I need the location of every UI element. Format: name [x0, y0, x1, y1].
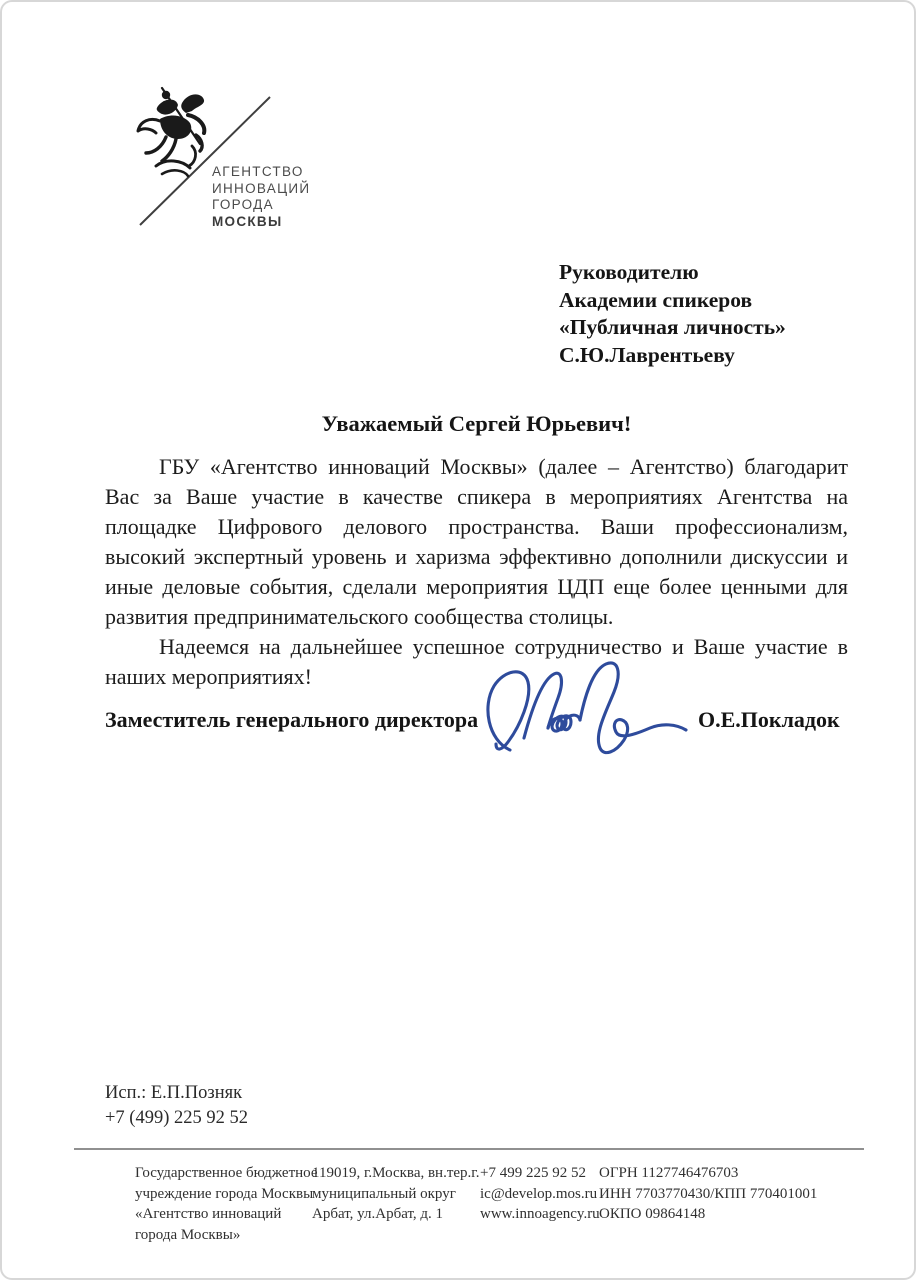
footer-org-line: учреждение города Москвы [135, 1185, 314, 1202]
signer-name: О.Е.Покладок [698, 707, 840, 732]
footer-contacts-column [480, 1163, 600, 1225]
footer-address-line: муниципальный округ [312, 1185, 456, 1202]
footer-org-column [135, 1163, 318, 1245]
letterhead-logo [118, 80, 332, 242]
footer-address-line: 119019, г.Москва, вн.тер.г. [312, 1165, 480, 1181]
logo-line-1: АГЕНТСТВО [212, 164, 304, 179]
recipient-line-org2: «Публичная личность» [559, 315, 786, 339]
footer-okpo: ОКПО 09864148 [599, 1206, 706, 1222]
footer-address-line: Арбат, ул.Арбат, д. 1 [312, 1206, 444, 1222]
executor-phone: +7 (499) 225 92 52 [105, 1108, 249, 1128]
footer-org-line: «Агентство инноваций [135, 1206, 282, 1222]
body-paragraph-2: Надеемся на дальнейшее успешное сотрудничество и Ваше участие в наших мероприятиях! [105, 634, 848, 689]
recipient-block [559, 259, 786, 369]
logo-line-2: ИННОВАЦИЙ [212, 180, 311, 196]
footer-registry-column [599, 1163, 817, 1225]
footer-inn-kpp: ИНН 7703770430/КПП 770401001 [599, 1185, 818, 1202]
footer-address-column [312, 1163, 480, 1225]
logo-org-name [212, 164, 310, 230]
recipient-line-org: Академии спикеров [559, 287, 753, 312]
footer-org-line: Государственное бюджетное [135, 1165, 318, 1181]
logo-line-3: ГОРОДА [212, 197, 274, 212]
signer-title: Заместитель генерального директора [105, 707, 479, 732]
recipient-line-name: С.Ю.Лаврентьеву [559, 342, 735, 367]
footer-ogrn: ОГРН 1127746476703 [599, 1165, 739, 1181]
executor-name: Исп.: Е.П.Позняк [105, 1083, 243, 1103]
recipient-line-role: Руководителю [559, 260, 699, 284]
footer-org-line: города Москвы» [135, 1226, 241, 1243]
footer-phone: +7 499 225 92 52 [480, 1165, 586, 1181]
footer-email: ic@develop.mos.ru [480, 1185, 598, 1202]
footer-divider [74, 1148, 864, 1150]
body-paragraph-1: ГБУ «Агентство инноваций Москвы» (далее – Агентство) благодарит Вас за Ваше участие в качестве спикера в мероприятиях Агентства на площадке Цифрового делового пространства. Ваши профессионализм, высокий экспертный уровень и харизма эффективно дополнили дискуссии и иные деловые события, сделали мероприятия ЦДП еще более ценными для развития предпринимательского сообщества столицы. [105, 454, 848, 629]
executor-block [105, 1081, 248, 1131]
salutation: Уважаемый Сергей Юрьевич! [321, 411, 632, 436]
logo-line-4: МОСКВЫ [212, 213, 283, 229]
handwritten-signature-icon [480, 654, 698, 766]
letter-body [105, 452, 848, 692]
footer-website: www.innoagency.ru [480, 1206, 600, 1222]
